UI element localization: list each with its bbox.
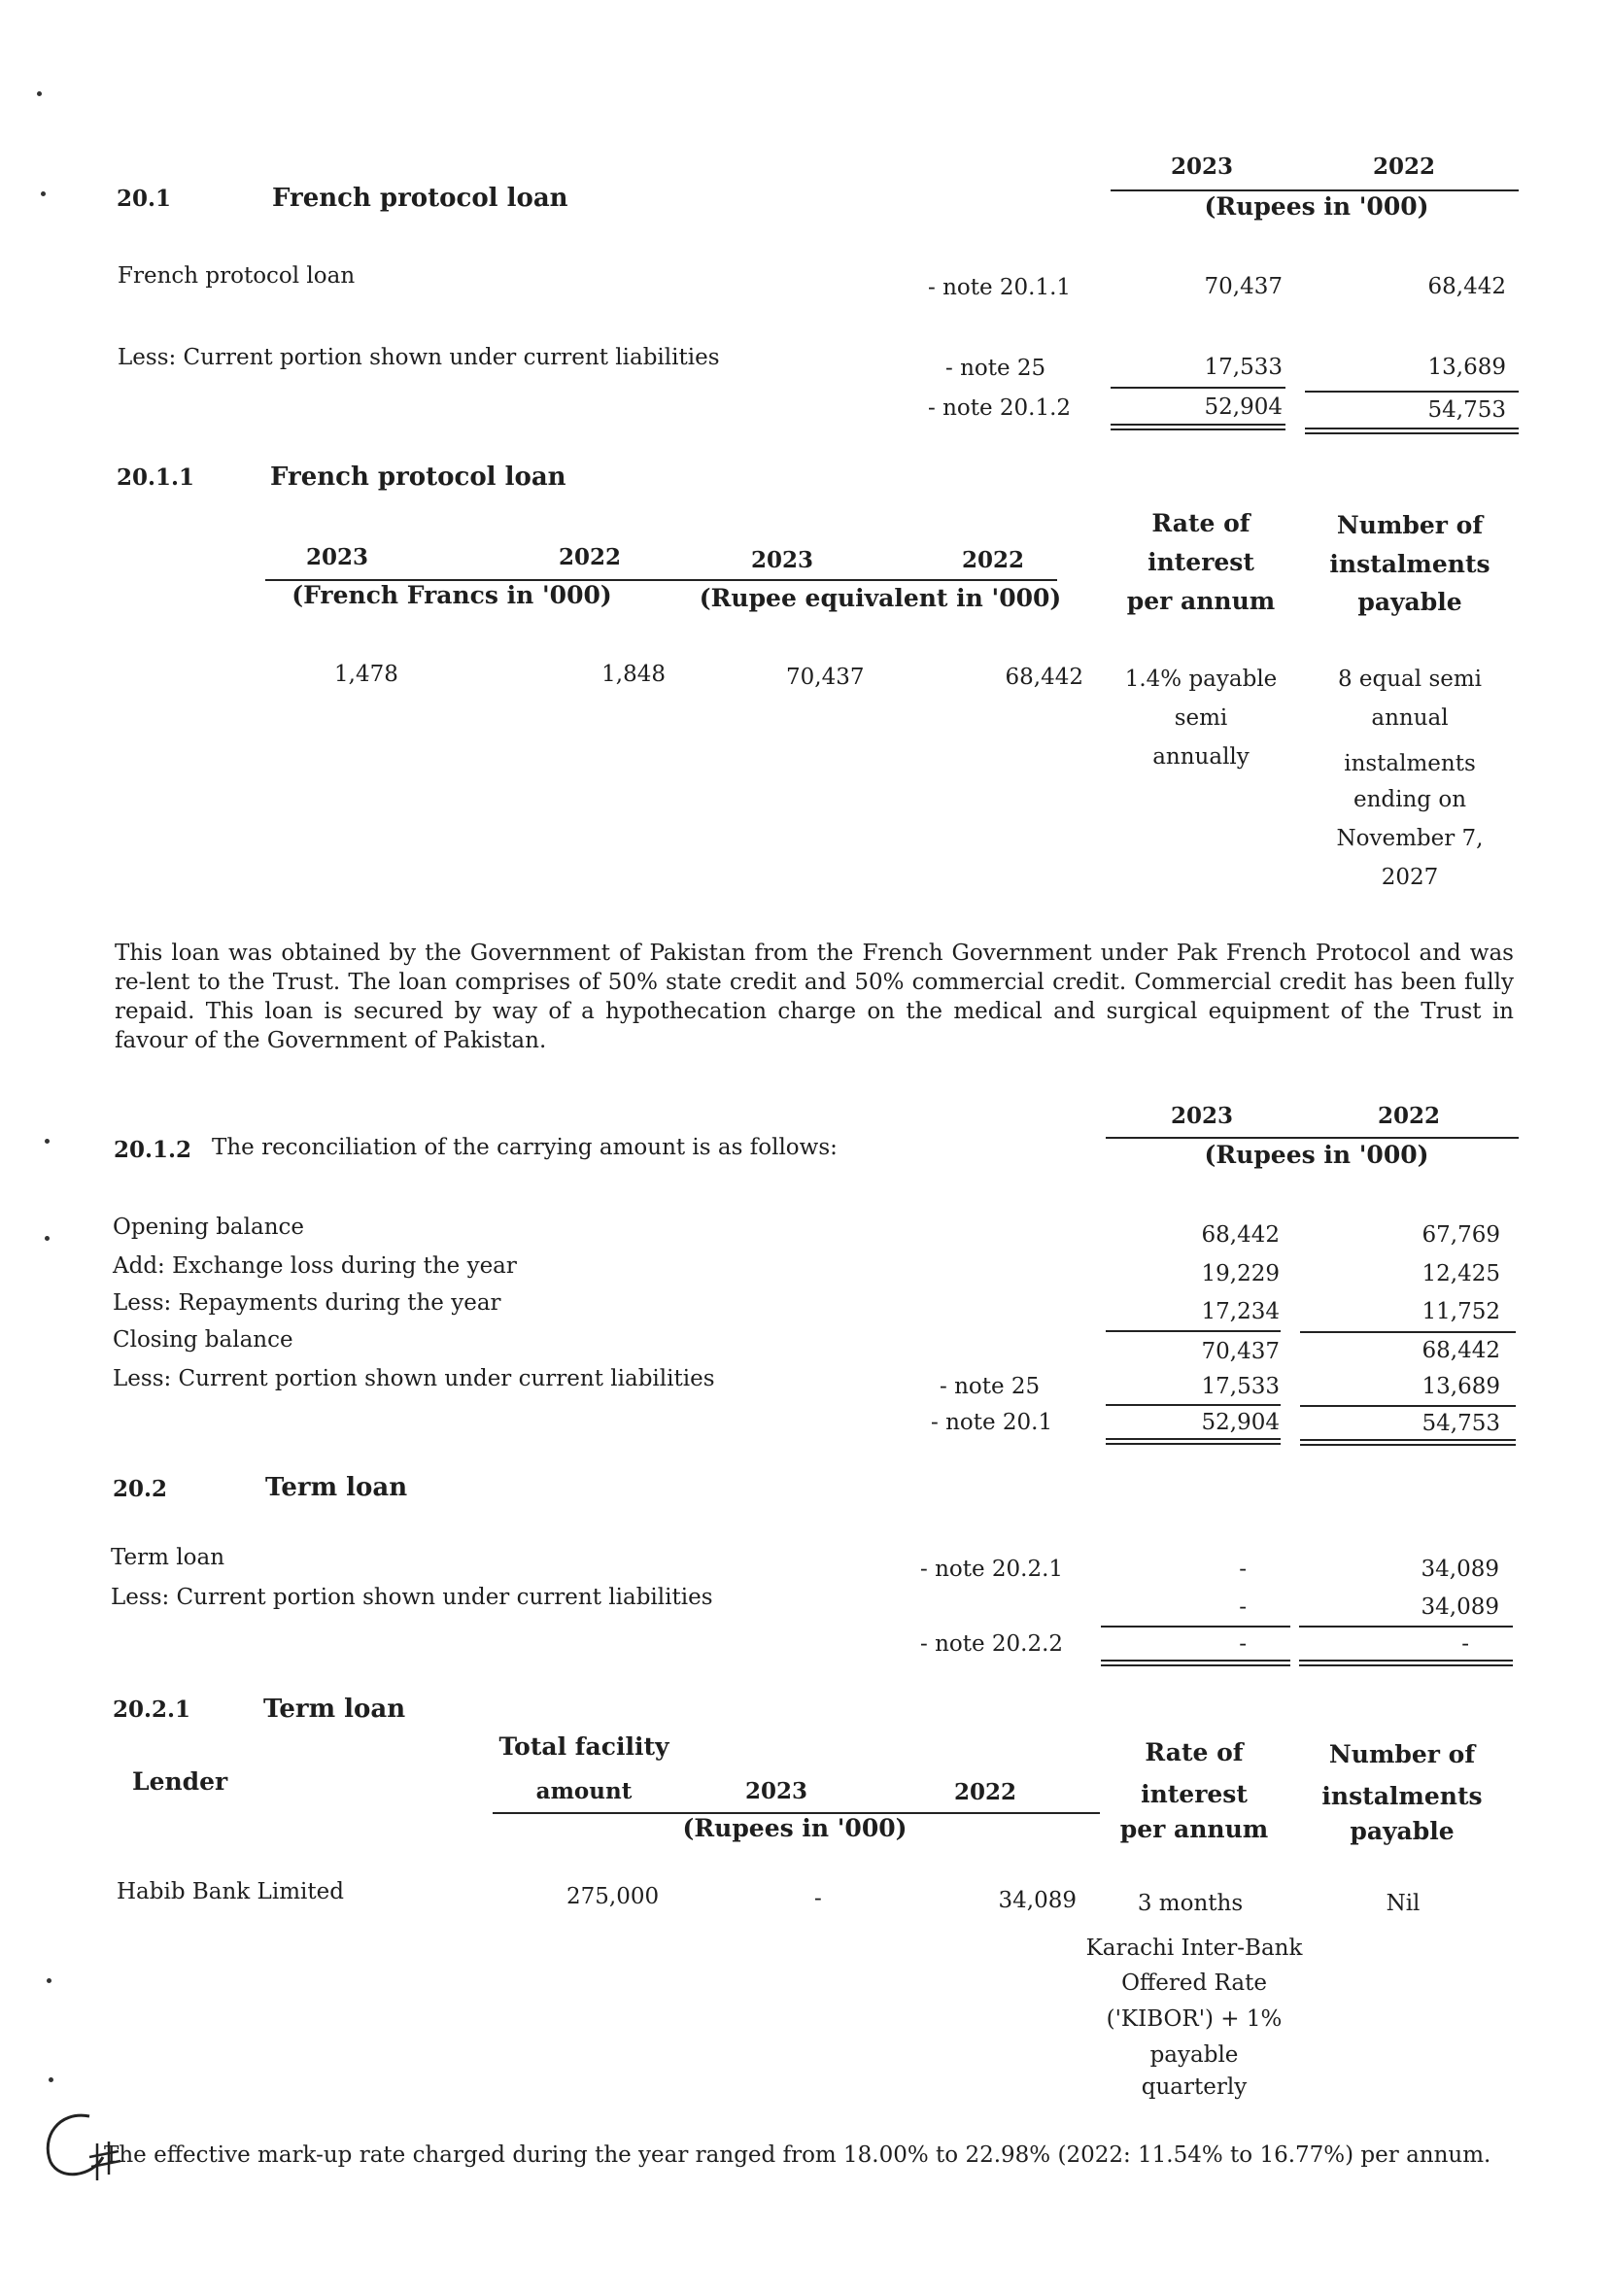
s20-1-2-row1-2022: 67,769	[1422, 1222, 1500, 1248]
s20-1-2-net-rule-2022	[1300, 1405, 1516, 1407]
s20-2-row2-2022: 34,089	[1421, 1594, 1499, 1620]
s20-2-row3-note: - note 20.2.2	[920, 1631, 1064, 1657]
s20-2-1-h-unit: (Rupees in '000)	[682, 1814, 908, 1842]
s20-2-subtotal-rule-2023	[1101, 1626, 1290, 1628]
s20-1-1-inst-2: annual	[1371, 705, 1449, 731]
s20-2-subtotal-rule-2022	[1299, 1626, 1513, 1628]
s20-2-1-h-inst-3: payable	[1350, 1817, 1455, 1845]
s20-2-1-h-2023: 2023	[745, 1778, 808, 1804]
s20-1-unit: (Rupees in '000)	[1204, 192, 1429, 221]
s20-2-1-2023: -	[814, 1886, 822, 1911]
s20-1-2-total-rule-2022	[1300, 1439, 1516, 1446]
s20-1-1-ff-2023: 1,478	[334, 662, 398, 687]
s20-2-row1-note: - note 20.2.1	[920, 1557, 1064, 1582]
s20-1-1-h-re-unit: (Rupee equivalent in '000)	[699, 584, 1062, 612]
s20-1-2-title: The reconciliation of the carrying amount is as follows:	[212, 1135, 838, 1160]
s20-1-header-rule	[1111, 189, 1519, 191]
s20-1-2-total-rule-2023	[1106, 1438, 1281, 1445]
s20-1-row1-2022: 68,442	[1427, 274, 1506, 299]
margin-dot	[47, 1978, 51, 1983]
s20-2-1-h-inst-1: Number of	[1328, 1740, 1476, 1768]
s20-2-1-h-total-2: amount	[535, 1778, 633, 1804]
s20-1-2-row4-2023: 70,437	[1201, 1339, 1280, 1364]
margin-dot	[45, 1139, 50, 1144]
s20-2-total-rule-2023	[1101, 1660, 1290, 1666]
s20-1-2-row3-2023: 17,234	[1201, 1299, 1280, 1324]
s20-1-2-row1-2023: 68,442	[1201, 1222, 1280, 1248]
s20-1-2-row3-label: Less: Repayments during the year	[113, 1290, 501, 1316]
s20-2-1-rate-4: ('KIBOR') + 1%	[1106, 2006, 1283, 2032]
s20-1-1-h-ff-unit: (French Francs in '000)	[291, 581, 612, 609]
s20-1-1-inst-5: November 7,	[1336, 826, 1484, 851]
s20-2-row1-2023: -	[1239, 1557, 1247, 1582]
margin-dot	[45, 1236, 50, 1241]
s20-2-1-total: 275,000	[566, 1884, 660, 1909]
s20-1-2-subtotal-rule-2022	[1300, 1331, 1516, 1333]
s20-1-row1-2023: 70,437	[1204, 274, 1283, 299]
s20-1-2-row1-label: Opening balance	[113, 1215, 305, 1240]
s20-2-1-h-lender: Lender	[132, 1767, 228, 1796]
s20-1-2-row5-note: - note 25	[940, 1374, 1041, 1399]
s20-1-1-rate-2: semi	[1174, 705, 1228, 731]
s20-2-1-rate-1: 3 months	[1137, 1891, 1244, 1916]
margin-dot	[41, 191, 46, 196]
s20-2-1-lender: Habib Bank Limited	[117, 1879, 344, 1904]
s20-1-total-rule-2023	[1111, 424, 1285, 430]
s20-2-1-h-2022: 2022	[954, 1779, 1017, 1805]
loan-description-paragraph: This loan was obtained by the Government of Pakistan from the French Government under Pak French Protocol and was re-lent to the Trust. The loan comprises of 50% state credit and 50% commercial credit. Commercial credit has been fully repaid. This loan is secured by way of a hypothecation charge on the medical and surgical equipment of the Trust in favour of the Government of Pakistan.	[115, 941, 1514, 1053]
s20-2-1-h-rate-1: Rate of	[1145, 1738, 1244, 1766]
s20-1-row1-note: - note 20.1.1	[928, 275, 1072, 300]
s20-1-2-col-2023: 2023	[1171, 1103, 1234, 1129]
s20-2-1-h-total-1: Total facility	[498, 1732, 669, 1761]
s20-1-2-row6-2023: 52,904	[1201, 1410, 1280, 1435]
s20-1-1-h-rate-1: Rate of	[1151, 509, 1250, 537]
s20-2-1-rate-6: quarterly	[1141, 2074, 1248, 2100]
s20-1-1-rate-1: 1.4% payable	[1124, 667, 1278, 692]
s20-1-row3-2023: 52,904	[1204, 394, 1283, 420]
s20-1-row2-2023: 17,533	[1204, 355, 1283, 380]
s20-1-col-2022: 2022	[1373, 154, 1436, 180]
margin-dot	[49, 2077, 53, 2082]
s20-1-2-net-rule-2023	[1106, 1404, 1281, 1406]
s20-1-2-subtotal-rule-2023	[1106, 1330, 1281, 1332]
s20-1-2-row5-2022: 13,689	[1422, 1374, 1500, 1399]
s20-1-row2-2022: 13,689	[1427, 355, 1506, 380]
s20-1-row3-note: - note 20.1.2	[928, 395, 1072, 421]
s20-1-1-h-rate-3: per annum	[1126, 587, 1276, 615]
s20-1-1-rp-2022: 68,442	[1005, 665, 1083, 690]
s20-2-1-h-rate-2: interest	[1141, 1780, 1248, 1808]
s20-2-1-number: 20.2.1	[113, 1696, 191, 1723]
s20-2-total-rule-2022	[1299, 1660, 1513, 1666]
s20-1-1-ff-2022: 1,848	[601, 662, 666, 687]
s20-2-1-title: Term loan	[263, 1695, 406, 1724]
s20-1-2-row4-2022: 68,442	[1422, 1338, 1500, 1363]
s20-1-2-row4-label: Closing balance	[113, 1327, 293, 1353]
s20-1-subtotal-rule-2023	[1111, 387, 1285, 389]
s20-1-2-header-rule	[1106, 1137, 1519, 1139]
s20-2-row2-label: Less: Current portion shown under current liabilities	[111, 1585, 713, 1610]
margin-dot	[37, 91, 42, 96]
s20-1-total-rule-2022	[1305, 428, 1519, 434]
s20-2-title: Term loan	[265, 1473, 408, 1502]
s20-2-1-inst: Nil	[1386, 1891, 1421, 1916]
s20-1-1-rate-3: annually	[1152, 744, 1250, 770]
s20-1-row1-label: French protocol loan	[118, 263, 356, 289]
s20-1-1-h-rate-2: interest	[1148, 548, 1254, 576]
s20-1-2-row5-label: Less: Current portion shown under current liabilities	[113, 1366, 715, 1391]
effective-markup-note: The effective mark-up rate charged during the year ranged from 18.00% to 22.98% (2022: 11.54% to 16.77%) per annum.	[104, 2142, 1491, 2168]
s20-1-title: French protocol loan	[272, 184, 568, 213]
s20-1-2-row6-note: - note 20.1	[931, 1410, 1053, 1435]
s20-1-2-row6-2022: 54,753	[1422, 1411, 1500, 1436]
s20-1-1-h-inst-1: Number of	[1336, 511, 1484, 539]
s20-2-row2-2023: -	[1239, 1594, 1247, 1620]
s20-1-row3-2022: 54,753	[1427, 397, 1506, 423]
s20-1-1-rp-2023: 70,437	[786, 665, 865, 690]
s20-1-1-h-inst-2: instalments	[1329, 550, 1490, 578]
s20-1-1-h-2023-re: 2023	[751, 547, 814, 573]
s20-1-2-row2-label: Add: Exchange loss during the year	[113, 1253, 517, 1279]
s20-1-1-title: French protocol loan	[270, 463, 566, 492]
s20-2-1-h-rate-3: per annum	[1119, 1815, 1269, 1843]
s20-1-col-2023: 2023	[1171, 154, 1234, 180]
s20-1-subtotal-rule-2022	[1305, 391, 1519, 393]
s20-2-row1-label: Term loan	[111, 1545, 225, 1570]
s20-2-row3-2023: -	[1239, 1631, 1247, 1657]
s20-1-2-row2-2022: 12,425	[1422, 1261, 1500, 1286]
s20-2-row3-2022: -	[1461, 1631, 1469, 1657]
s20-1-2-row3-2022: 11,752	[1422, 1299, 1500, 1324]
s20-1-1-h-inst-3: payable	[1357, 588, 1462, 616]
s20-2-1-2022: 34,089	[998, 1888, 1077, 1913]
s20-2-1-rate-3: Offered Rate	[1121, 1970, 1267, 1996]
s20-1-1-number: 20.1.1	[117, 464, 195, 491]
s20-2-1-rate-5: payable	[1149, 2042, 1239, 2068]
s20-1-1-h-2023-ff: 2023	[306, 544, 369, 570]
s20-1-2-unit: (Rupees in '000)	[1204, 1141, 1429, 1169]
s20-1-2-row2-2023: 19,229	[1201, 1261, 1280, 1286]
s20-1-2-number: 20.1.2	[114, 1137, 192, 1163]
s20-1-number: 20.1	[117, 186, 172, 212]
s20-1-2-col-2022: 2022	[1378, 1103, 1441, 1129]
s20-1-1-inst-1: 8 equal semi	[1337, 667, 1483, 692]
s20-1-1-inst-6: 2027	[1381, 865, 1439, 890]
initials-signature-icon	[39, 2108, 126, 2186]
s20-1-1-inst-4: ending on	[1353, 787, 1467, 812]
s20-1-1-h-2022-re: 2022	[962, 547, 1025, 573]
s20-2-number: 20.2	[113, 1476, 168, 1502]
s20-2-row1-2022: 34,089	[1421, 1557, 1499, 1582]
s20-1-row2-note: - note 25	[945, 356, 1046, 381]
s20-2-1-h-inst-2: instalments	[1321, 1782, 1483, 1810]
s20-1-row2-label: Less: Current portion shown under current liabilities	[118, 345, 720, 370]
s20-1-2-row5-2023: 17,533	[1201, 1374, 1280, 1399]
s20-2-1-rate-2: Karachi Inter-Bank	[1085, 1936, 1303, 1961]
s20-1-1-inst-3: instalments	[1344, 751, 1476, 776]
s20-1-1-h-2022-ff: 2022	[559, 544, 622, 570]
